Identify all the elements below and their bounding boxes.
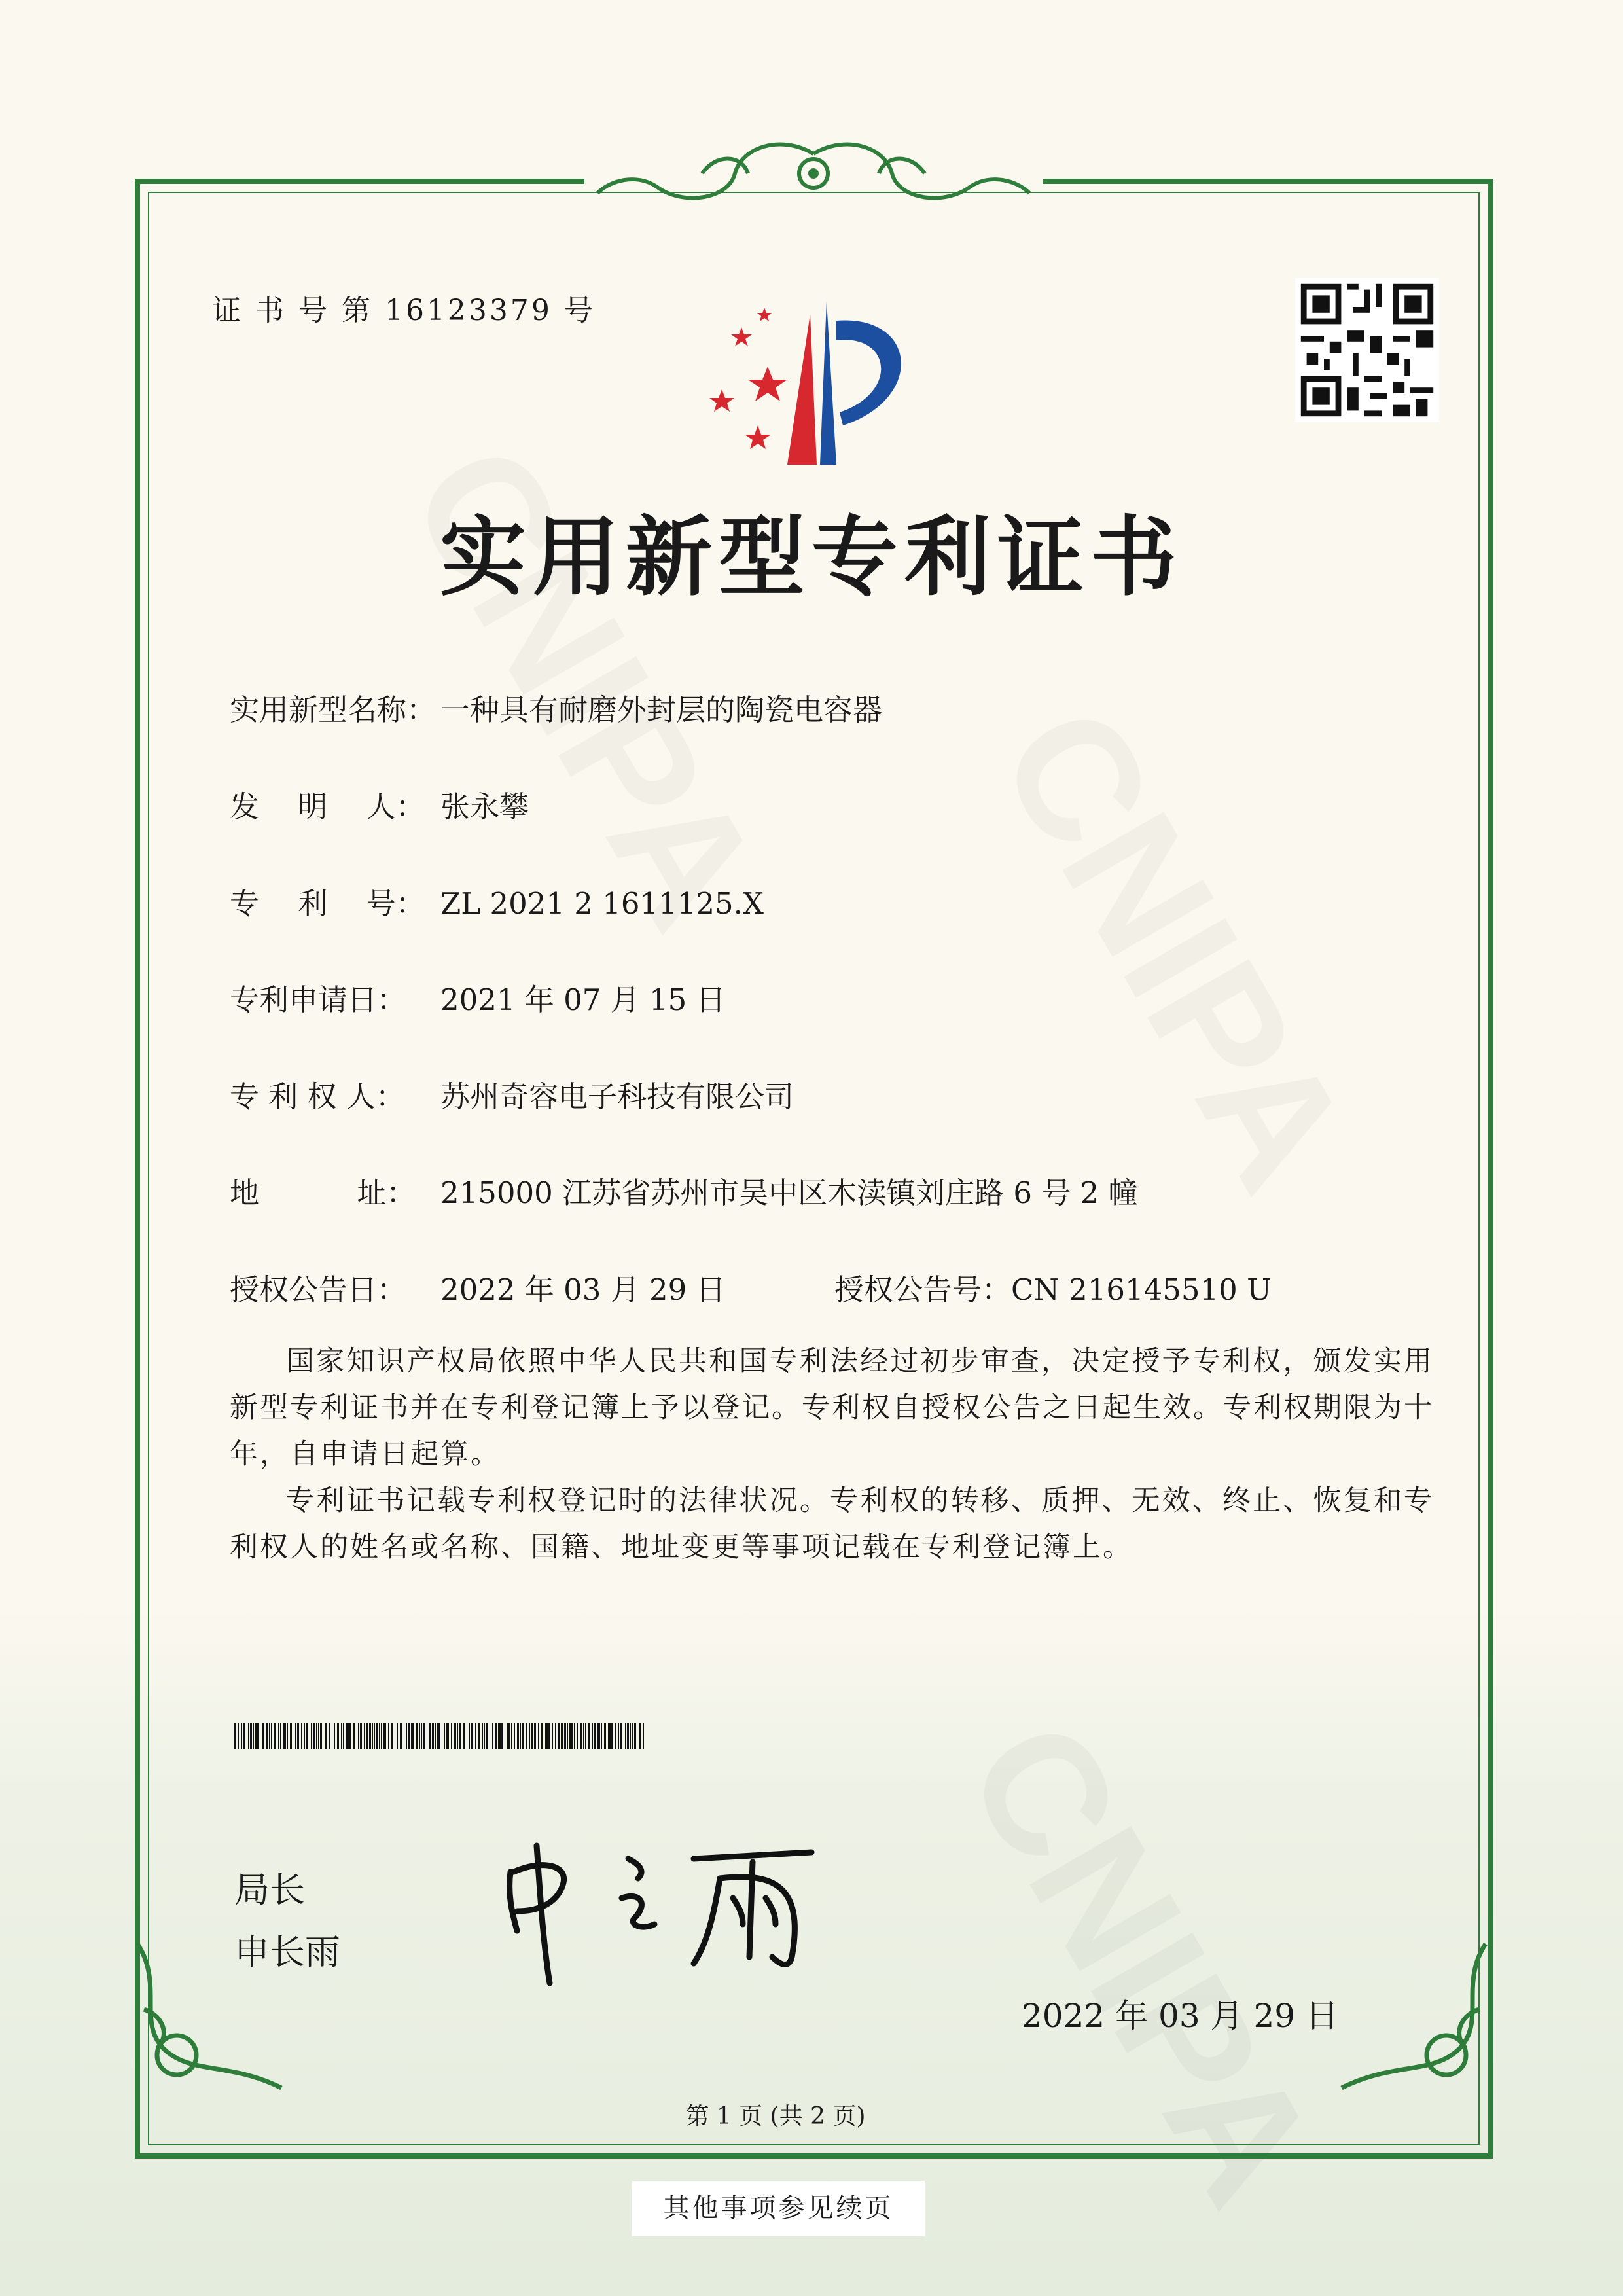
barcode-bar — [446, 1723, 448, 1749]
barcode-bar — [546, 1723, 548, 1749]
barcode-bar — [287, 1723, 288, 1749]
barcode-bar — [463, 1723, 465, 1749]
barcode-bar — [269, 1723, 270, 1749]
barcode-bar — [369, 1723, 371, 1749]
barcode-bar — [360, 1723, 362, 1749]
barcode-bar — [243, 1723, 245, 1749]
barcode-bar — [372, 1723, 373, 1749]
barcode-bar — [388, 1723, 389, 1749]
barcode-bar — [451, 1723, 452, 1749]
barcode-bar — [601, 1723, 602, 1749]
field-announcement-number — [834, 1266, 1272, 1308]
barcode-bar — [318, 1723, 319, 1749]
field-patentee — [230, 1073, 794, 1115]
barcode-bar — [585, 1723, 586, 1749]
barcode-bar — [577, 1723, 578, 1749]
barcode-bar — [517, 1723, 519, 1749]
barcode-bar — [421, 1723, 422, 1749]
corner-ornament-icon — [1329, 1931, 1499, 2101]
barcode-bar — [278, 1723, 279, 1749]
barcode-bar — [262, 1723, 264, 1749]
barcode-bar — [597, 1723, 599, 1749]
director-title: 局长 — [234, 1869, 305, 1910]
barcode-bar — [529, 1723, 530, 1749]
barcode-bar — [341, 1723, 342, 1749]
barcode-bar — [304, 1723, 305, 1749]
field-label: 发 明 人： — [230, 789, 425, 824]
barcode-bar — [316, 1723, 317, 1749]
barcode-bar — [538, 1723, 539, 1749]
field-value: 张永攀 — [440, 789, 529, 824]
barcode-bar — [438, 1723, 440, 1749]
barcode-bar — [253, 1723, 254, 1749]
barcode-bar — [364, 1723, 365, 1749]
barcode-bar — [627, 1723, 629, 1749]
barcode-bar — [454, 1723, 456, 1749]
field-label: 专利申请日： — [230, 982, 407, 1017]
barcode-bar — [238, 1723, 239, 1749]
field-value: ZL 2021 2 1611125.X — [440, 886, 764, 921]
barcode-bar — [400, 1723, 402, 1749]
barcode-icon — [234, 1723, 644, 1749]
barcode-bar — [569, 1723, 571, 1749]
field-address — [230, 1169, 1138, 1211]
field-label: 专 利 权 人： — [230, 1079, 405, 1114]
barcode-bar — [499, 1723, 501, 1749]
field-value: CN 216145510 U — [1011, 1272, 1272, 1307]
field-label: 授权公告号： — [834, 1272, 1012, 1307]
barcode-bar — [469, 1723, 470, 1749]
barcode-bar — [594, 1723, 596, 1749]
barcode-bar — [634, 1723, 636, 1749]
barcode-bar — [348, 1723, 349, 1749]
director-signature — [497, 1833, 838, 1990]
certificate-statement — [230, 1338, 1434, 1571]
field-value: 2022 年 03 月 29 日 — [440, 1272, 726, 1307]
barcode-bar — [346, 1723, 348, 1749]
barcode-bar — [366, 1723, 368, 1749]
certificate-number: 证 书 号 第 16123379 号 — [212, 294, 596, 327]
barcode-bar — [353, 1723, 355, 1749]
barcode-bar — [301, 1723, 302, 1749]
barcode-bar — [562, 1723, 563, 1749]
statement-paragraph: 国家知识产权局依照中华人民共和国专利法经过初步审查，决定授予专利权，颁发实用新型专利证书并在专利登记簿上予以登记。专利权自授权公告之日起生效。专利权期限为十年，自申请日起算。 — [230, 1345, 1434, 1471]
barcode-bar — [486, 1723, 488, 1749]
barcode-bar — [609, 1723, 611, 1749]
barcode-bar — [437, 1723, 438, 1749]
barcode-bar — [511, 1723, 512, 1749]
barcode-bar — [608, 1723, 609, 1749]
barcode-bar — [588, 1723, 590, 1749]
barcode-bar — [514, 1723, 515, 1749]
barcode-bar — [526, 1723, 527, 1749]
barcode-bar — [615, 1723, 616, 1749]
cnipa-logo-icon — [702, 288, 931, 468]
barcode-bar — [459, 1723, 461, 1749]
field-value: 215000 江苏省苏州市吴中区木渎镇刘庄路 6 号 2 幢 — [440, 1175, 1138, 1210]
barcode-bar — [306, 1723, 308, 1749]
barcode-bar — [583, 1723, 584, 1749]
top-ornament-icon — [584, 134, 1043, 219]
field-patent-number — [230, 880, 764, 922]
barcode-bar — [432, 1723, 434, 1749]
barcode-bar — [620, 1723, 622, 1749]
barcode-bar — [552, 1723, 553, 1749]
barcode-bar — [564, 1723, 566, 1749]
barcode-bar — [508, 1723, 510, 1749]
barcode-bar — [555, 1723, 556, 1749]
barcode-bar — [248, 1723, 249, 1749]
barcode-bar — [255, 1723, 257, 1749]
barcode-bar — [391, 1723, 393, 1749]
page-indicator: 第 1 页 (共 2 页) — [685, 2103, 866, 2130]
barcode-bar — [498, 1723, 499, 1749]
field-value: 2021 年 07 月 15 日 — [440, 982, 726, 1017]
continued-note: 其他事项参见续页 — [632, 2181, 925, 2236]
barcode-bar — [558, 1723, 560, 1749]
barcode-bar — [639, 1723, 641, 1749]
barcode-bar — [423, 1723, 425, 1749]
barcode-bar — [429, 1723, 431, 1749]
barcode-bar — [495, 1723, 497, 1749]
barcode-bar — [534, 1723, 536, 1749]
barcode-bar — [274, 1723, 276, 1749]
barcode-bar — [545, 1723, 546, 1749]
statement-paragraph: 专利证书记载专利权登记时的法律状况。专利权的转移、质押、无效、终止、恢复和专利权人的姓名或名称、国籍、地址变更等事项记载在专利登记簿上。 — [230, 1484, 1434, 1564]
barcode-bar — [531, 1723, 533, 1749]
barcode-bar — [471, 1723, 473, 1749]
barcode-bar — [611, 1723, 613, 1749]
director-name: 申长雨 — [234, 1931, 340, 1973]
barcode-bar — [290, 1723, 292, 1749]
barcode-bar — [475, 1723, 476, 1749]
barcode-bar — [349, 1723, 351, 1749]
barcode-bar — [383, 1723, 385, 1749]
barcode-bar — [313, 1723, 315, 1749]
barcode-bar — [618, 1723, 619, 1749]
barcode-bar — [325, 1723, 327, 1749]
barcode-bar — [343, 1723, 344, 1749]
qr-code-icon — [1295, 278, 1439, 422]
barcode-bar — [482, 1723, 483, 1749]
barcode-bar — [501, 1723, 503, 1749]
barcode-bar — [250, 1723, 252, 1749]
barcode-bar — [567, 1723, 568, 1749]
barcode-bar — [625, 1723, 626, 1749]
barcode-bar — [241, 1723, 242, 1749]
issue-date: 2022 年 03 月 29 日 — [1022, 1997, 1338, 2035]
barcode-bar — [448, 1723, 449, 1749]
barcode-bar — [295, 1723, 296, 1749]
barcode-bar — [478, 1723, 480, 1749]
barcode-bar — [329, 1723, 330, 1749]
barcode-bar — [561, 1723, 562, 1749]
barcode-bar — [376, 1723, 378, 1749]
barcode-bar — [484, 1723, 485, 1749]
barcode-bar — [266, 1723, 268, 1749]
barcode-bar — [358, 1723, 359, 1749]
barcode-bar — [283, 1723, 285, 1749]
barcode-bar — [416, 1723, 418, 1749]
barcode-bar — [457, 1723, 458, 1749]
barcode-bar — [571, 1723, 573, 1749]
field-label: 专 利 号： — [230, 886, 425, 921]
barcode-bar — [412, 1723, 414, 1749]
barcode-bar — [580, 1723, 582, 1749]
barcode-bar — [381, 1723, 382, 1749]
barcode-bar — [411, 1723, 412, 1749]
barcode-bar — [522, 1723, 524, 1749]
field-value: 一种具有耐磨外封层的陶瓷电容器 — [440, 692, 883, 727]
field-grant-date — [230, 1266, 726, 1308]
barcode-bar — [419, 1723, 420, 1749]
barcode-bar — [548, 1723, 550, 1749]
field-value: 苏州奇容电子科技有限公司 — [440, 1079, 794, 1114]
barcode-bar — [385, 1723, 386, 1749]
barcode-bar — [379, 1723, 380, 1749]
certificate-title: 实用新型专利证书 — [440, 507, 1183, 608]
barcode-bar — [285, 1723, 286, 1749]
barcode-bar — [320, 1723, 322, 1749]
barcode-bar — [280, 1723, 281, 1749]
barcode-bar — [408, 1723, 410, 1749]
barcode-bar — [592, 1723, 593, 1749]
barcode-bar — [374, 1723, 375, 1749]
barcode-bar — [574, 1723, 575, 1749]
field-label: 地 址： — [230, 1175, 416, 1210]
field-inventor — [230, 783, 529, 825]
barcode-bar — [337, 1723, 339, 1749]
field-label: 实用新型名称： — [230, 692, 437, 727]
barcode-bar — [541, 1723, 543, 1749]
barcode-bar — [257, 1723, 259, 1749]
barcode-bar — [632, 1723, 633, 1749]
barcode-bar — [297, 1723, 299, 1749]
barcode-bar — [599, 1723, 600, 1749]
barcode-bar — [604, 1723, 606, 1749]
barcode-bar — [311, 1723, 312, 1749]
field-label: 授权公告日： — [230, 1272, 407, 1307]
barcode-bar — [630, 1723, 631, 1749]
barcode-bar — [507, 1723, 508, 1749]
field-application-date — [230, 976, 726, 1018]
barcode-bar — [397, 1723, 398, 1749]
barcode-bar — [406, 1723, 407, 1749]
barcode-bar — [435, 1723, 436, 1749]
barcode-bar — [520, 1723, 521, 1749]
barcode-bar — [643, 1723, 644, 1749]
barcode-bar — [444, 1723, 445, 1749]
barcode-bar — [334, 1723, 335, 1749]
barcode-bar — [234, 1723, 236, 1749]
field-utility-model-name — [230, 686, 882, 728]
barcode-bar — [492, 1723, 493, 1749]
barcode-bar — [271, 1723, 272, 1749]
